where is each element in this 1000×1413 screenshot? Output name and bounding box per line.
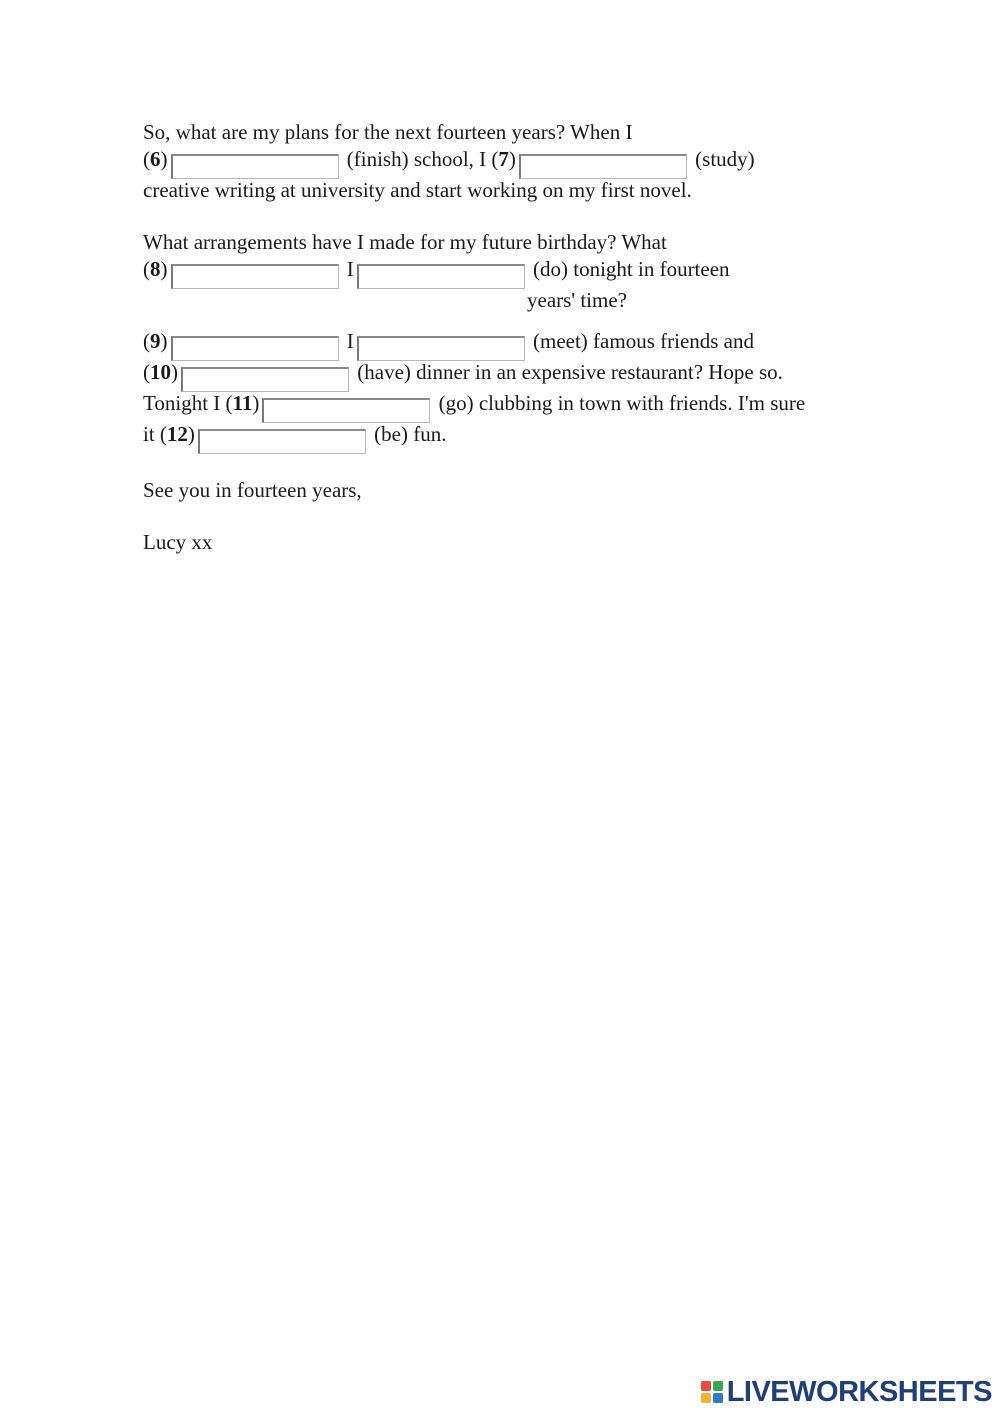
gap-number-10: 10 — [150, 360, 171, 384]
answer-input-10[interactable] — [181, 367, 349, 392]
verb-hint-do: (do) tonight in fourteen — [533, 257, 730, 281]
verb-hint-study: (study) — [695, 147, 755, 171]
text-line-10: it (12) (be) fun. — [143, 421, 446, 454]
gap-number-12: 12 — [166, 422, 188, 446]
text-tonight: Tonight I — [143, 391, 221, 415]
answer-input-7[interactable] — [519, 154, 687, 179]
text-line-3: creative writing at university and start working on my first novel. — [143, 178, 692, 202]
text-line-5: (8) I (do) tonight in fourteen — [143, 256, 730, 289]
gap-number-11: 11 — [232, 391, 253, 415]
answer-input-9a[interactable] — [171, 336, 339, 361]
gap-number-6: 6 — [150, 147, 161, 171]
signature-name: Lucy xx — [143, 530, 213, 554]
liveworksheets-logo — [701, 1377, 992, 1407]
text-line-2: (6) (finish) school, I (7) (study) — [143, 146, 755, 179]
liveworksheets-logo-icon — [701, 1381, 723, 1403]
text-i-8: I — [346, 257, 354, 281]
text-i-9: I — [346, 329, 354, 353]
answer-input-8a[interactable] — [171, 264, 339, 289]
text-line-4: What arrangements have I made for my future birthday? What — [143, 230, 667, 254]
text-line-9: Tonight I (11) (go) clubbing in town with friends. I'm sure — [143, 390, 805, 423]
answer-input-11[interactable] — [262, 398, 430, 423]
liveworksheets-logo-text: LIVEWORKSHEETS — [726, 1375, 992, 1408]
verb-hint-finish: (finish) school, I — [346, 147, 487, 171]
answer-input-8b[interactable] — [357, 264, 525, 289]
verb-hint-be: (be) fun. — [374, 422, 447, 446]
sign-off-line: See you in fourteen years, — [143, 478, 362, 502]
verb-hint-go: (go) clubbing in town with friends. I'm sure — [438, 391, 806, 415]
answer-input-12[interactable] — [198, 429, 366, 454]
verb-hint-meet: (meet) famous friends and — [533, 329, 755, 353]
answer-input-9b[interactable] — [357, 336, 525, 361]
answer-input-6[interactable] — [171, 154, 339, 179]
text-line-7: (9) I (meet) famous friends and — [143, 328, 754, 361]
text-line-8: (10) (have) dinner in an expensive restaurant? Hope so. — [143, 359, 783, 392]
text-line-6: years' time? — [527, 288, 627, 312]
verb-hint-have: (have) dinner in an expensive restaurant? Hope so. — [357, 360, 783, 384]
gap-number-7: 7 — [498, 147, 509, 171]
text-line-1: So, what are my plans for the next fourteen years? When I — [143, 120, 633, 144]
gap-number-9: 9 — [150, 329, 161, 353]
text-it: it — [143, 422, 155, 446]
gap-number-8: 8 — [150, 257, 161, 281]
